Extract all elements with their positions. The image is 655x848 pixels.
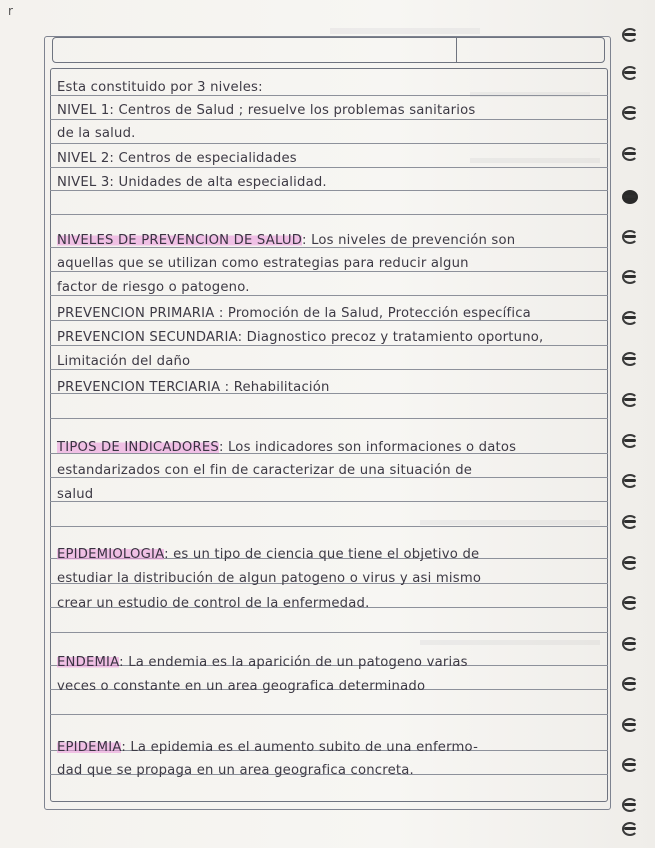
note-line xyxy=(57,278,603,298)
line-text: : Los indicadores son informaciones o datos xyxy=(218,440,517,455)
note-line xyxy=(57,461,603,481)
line-text: : La endemia es la aparición de un patogeno varias xyxy=(119,655,468,670)
note-line xyxy=(57,101,603,121)
line-text: : es un tipo de ciencia que tiene el objetivo de xyxy=(164,547,480,562)
note-line xyxy=(57,254,603,274)
binding-ring-icon xyxy=(620,147,640,161)
binding-ring-icon xyxy=(620,106,640,120)
highlighted-term: ENDEMIA xyxy=(57,655,120,670)
line-text: salud xyxy=(57,487,94,502)
note-line xyxy=(57,545,603,565)
line-text: Limitación del daño xyxy=(57,354,191,369)
line-text: NIVEL 3: Unidades de alta especialidad. xyxy=(57,175,327,190)
note-line xyxy=(57,304,603,324)
note-line xyxy=(57,594,603,614)
note-line xyxy=(57,569,603,589)
binding-ring-icon xyxy=(620,474,640,488)
binding-ring-icon xyxy=(620,66,640,80)
binding-ring-icon xyxy=(620,434,640,448)
ruled-line xyxy=(50,714,608,715)
note-line xyxy=(57,78,603,98)
line-text: estudiar la distribución de algun patogeno o virus y asi mismo xyxy=(57,571,482,586)
binding-ring-icon xyxy=(620,28,640,42)
line-text: NIVEL 1: Centros de Salud ; resuelve los problemas sanitarios xyxy=(57,103,476,118)
note-line xyxy=(57,149,603,169)
binding-ring-icon xyxy=(620,677,640,691)
binding-ring-icon xyxy=(620,822,640,836)
note-line xyxy=(57,738,603,758)
note-line xyxy=(57,328,603,348)
note-line xyxy=(57,653,603,673)
ruled-line xyxy=(50,418,608,419)
binding-ring-icon xyxy=(620,352,640,366)
header-divider xyxy=(456,37,457,63)
ruled-line xyxy=(50,214,608,215)
line-text: Esta constituido por 3 niveles: xyxy=(57,80,263,95)
line-text: de la salud. xyxy=(57,126,136,141)
binding-ring-icon xyxy=(620,556,640,570)
corner-mark: r xyxy=(8,4,13,18)
note-line xyxy=(57,124,603,144)
binding-ring-icon xyxy=(620,515,640,529)
binding-ring-icon xyxy=(620,311,640,325)
line-text: veces o constante en un area geografica determinado xyxy=(57,679,426,694)
highlighted-term: EPIDEMIOLOGIA xyxy=(57,547,165,562)
highlighted-term: TIPOS DE INDICADORES xyxy=(57,440,219,455)
binding-ring-icon xyxy=(620,798,640,812)
binding-ring-icon xyxy=(620,190,640,204)
line-text: factor de riesgo o patogeno. xyxy=(57,280,250,295)
line-text: PREVENCION TERCIARIA : Rehabilitación xyxy=(57,380,330,395)
binding-ring-icon xyxy=(620,270,640,284)
line-text: PREVENCION PRIMARIA : Promoción de la Salud, Protección específica xyxy=(57,306,531,321)
highlighted-term: NIVELES DE PREVENCION DE SALUD xyxy=(57,233,303,248)
line-text: : Los niveles de prevención son xyxy=(302,233,516,248)
line-text: aquellas que se utilizan como estrategias para reducir algun xyxy=(57,256,469,271)
line-text: estandarizados con el fin de caracterizar de una situación de xyxy=(57,463,473,478)
ruled-line xyxy=(50,526,608,527)
note-line xyxy=(57,231,603,251)
note-line xyxy=(57,352,603,372)
binding-ring-icon xyxy=(620,393,640,407)
highlighted-term: EPIDEMIA xyxy=(57,740,122,755)
note-line xyxy=(57,438,603,458)
line-text: PREVENCION SECUNDARIA: Diagnostico precoz y tratamiento oportuno, xyxy=(57,330,544,345)
note-line xyxy=(57,485,603,505)
note-line xyxy=(57,378,603,398)
binding-ring-icon xyxy=(620,596,640,610)
line-text: : La epidemia es el aumento subito de una enfermo- xyxy=(121,740,479,755)
header-box xyxy=(52,37,605,63)
line-text: dad que se propaga en un area geografica concreta. xyxy=(57,763,414,778)
binding-ring-icon xyxy=(620,718,640,732)
line-text: NIVEL 2: Centros de especialidades xyxy=(57,151,297,166)
binding-ring-icon xyxy=(620,637,640,651)
binding-ring-icon xyxy=(620,758,640,772)
note-line xyxy=(57,173,603,193)
note-line xyxy=(57,677,603,697)
line-text: crear un estudio de control de la enfermedad. xyxy=(57,596,370,611)
ruled-line xyxy=(50,632,608,633)
note-line xyxy=(57,761,603,781)
binding-ring-icon xyxy=(620,230,640,244)
